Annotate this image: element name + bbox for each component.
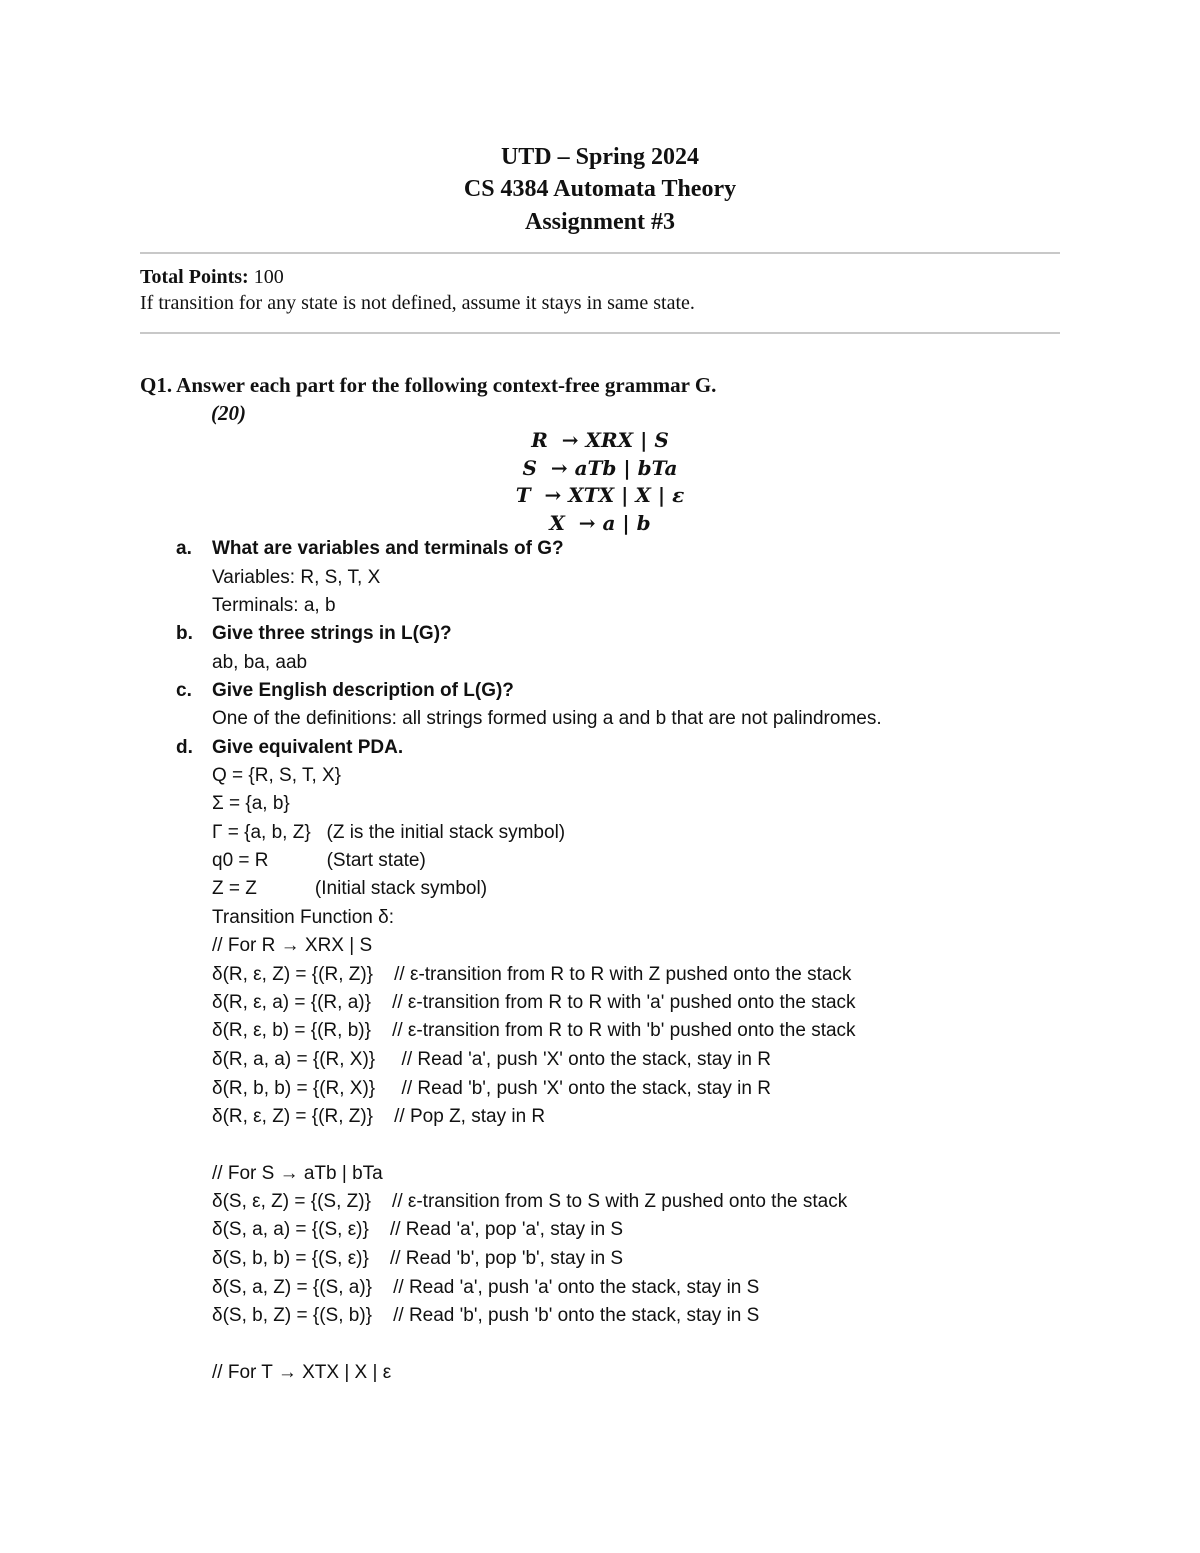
- part-a-answer-variables: Variables: R, S, T, X: [212, 567, 381, 588]
- part-b-answer: ab, ba, aab: [212, 652, 308, 673]
- header-line-3: Assignment #3: [524, 209, 675, 235]
- divider-top: [140, 252, 1060, 254]
- pda-line-sigma: Σ = {a, b}: [212, 793, 290, 814]
- pda-transition-line: δ(R, a, a) = {(R, X)} // Read 'a', push 'X' onto the stack, stay in R: [212, 1049, 771, 1070]
- total-points-value: 100: [248, 266, 284, 288]
- part-a-question: What are variables and terminals of G?: [212, 538, 564, 559]
- grammar-rule-t: T → XTX | X | ε: [515, 483, 685, 507]
- part-c-answer: One of the definitions: all strings formed using a and b that are not palindromes.: [212, 708, 882, 729]
- part-a-answer-terminals: Terminals: a, b: [212, 595, 336, 616]
- pda-transition-line: δ(S, b, b) = {(S, ε)} // Read 'b', pop 'b', stay in S: [212, 1248, 624, 1269]
- q1-points: (20): [211, 401, 246, 425]
- pda-line-initial-stack: Z = Z (Initial stack symbol): [212, 878, 488, 899]
- total-points: [140, 266, 284, 289]
- pda-line-start-state: q0 = R (Start state): [212, 850, 426, 871]
- q1-title: Q1. Answer each part for the following context-free grammar G.: [140, 373, 717, 397]
- part-a-letter: a.: [176, 538, 192, 559]
- pda-transition-line: δ(S, ε, Z) = {(S, Z)} // ε-transition from S to S with Z pushed onto the stack: [212, 1191, 848, 1212]
- pda-transition-line: δ(S, b, Z) = {(S, b)} // Read 'b', push 'b' onto the stack, stay in S: [212, 1305, 760, 1326]
- pda-line-transition-heading: Transition Function δ:: [212, 907, 395, 928]
- pda-transition-line: δ(R, b, b) = {(R, X)} // Read 'b', push 'X' onto the stack, stay in R: [212, 1078, 771, 1099]
- pda-transition-line: δ(R, ε, Z) = {(R, Z)} // Pop Z, stay in R: [212, 1106, 546, 1127]
- pda-comment-t: // For T → XTX | X | ε: [212, 1362, 392, 1383]
- pda-line-gamma: Γ = {a, b, Z} (Z is the initial stack symbol): [212, 822, 566, 843]
- header-line-1: UTD – Spring 2024: [500, 144, 700, 170]
- pda-comment-r: // For R → XRX | S: [212, 935, 373, 956]
- grammar-rule-r: R → XRX | S: [531, 428, 669, 452]
- total-points-label: Total Points:: [140, 266, 249, 288]
- part-d-letter: d.: [176, 737, 193, 758]
- transition-note: If transition for any state is not defined, assume it stays in same state.: [140, 292, 695, 314]
- pda-transition-line: δ(R, ε, Z) = {(R, Z)} // ε-transition from R to R with Z pushed onto the stack: [212, 964, 852, 985]
- pda-transition-line: δ(S, a, Z) = {(S, a)} // Read 'a', push 'a' onto the stack, stay in S: [212, 1277, 760, 1298]
- divider-bottom: [140, 332, 1060, 334]
- pda-transition-line: δ(R, ε, b) = {(R, b)} // ε-transition from R to R with 'b' pushed onto the stack: [212, 1020, 856, 1041]
- pda-line-states: Q = {R, S, T, X}: [212, 765, 342, 786]
- grammar-rule-x: X → a | b: [549, 511, 651, 535]
- part-b-letter: b.: [176, 623, 193, 644]
- part-c-letter: c.: [176, 680, 192, 701]
- pda-comment-s: // For S → aTb | bTa: [212, 1163, 383, 1184]
- header-line-2: CS 4384 Automata Theory: [463, 176, 737, 202]
- pda-transition-line: δ(R, ε, a) = {(R, a)} // ε-transition from R to R with 'a' pushed onto the stack: [212, 992, 856, 1013]
- part-d-question: Give equivalent PDA.: [212, 737, 404, 758]
- part-b-question: Give three strings in L(G)?: [212, 623, 452, 644]
- part-c-question: Give English description of L(G)?: [212, 680, 514, 701]
- pda-transition-line: δ(S, a, a) = {(S, ε)} // Read 'a', pop 'a', stay in S: [212, 1219, 624, 1240]
- grammar-rule-s: S → aTb | bTa: [522, 456, 678, 480]
